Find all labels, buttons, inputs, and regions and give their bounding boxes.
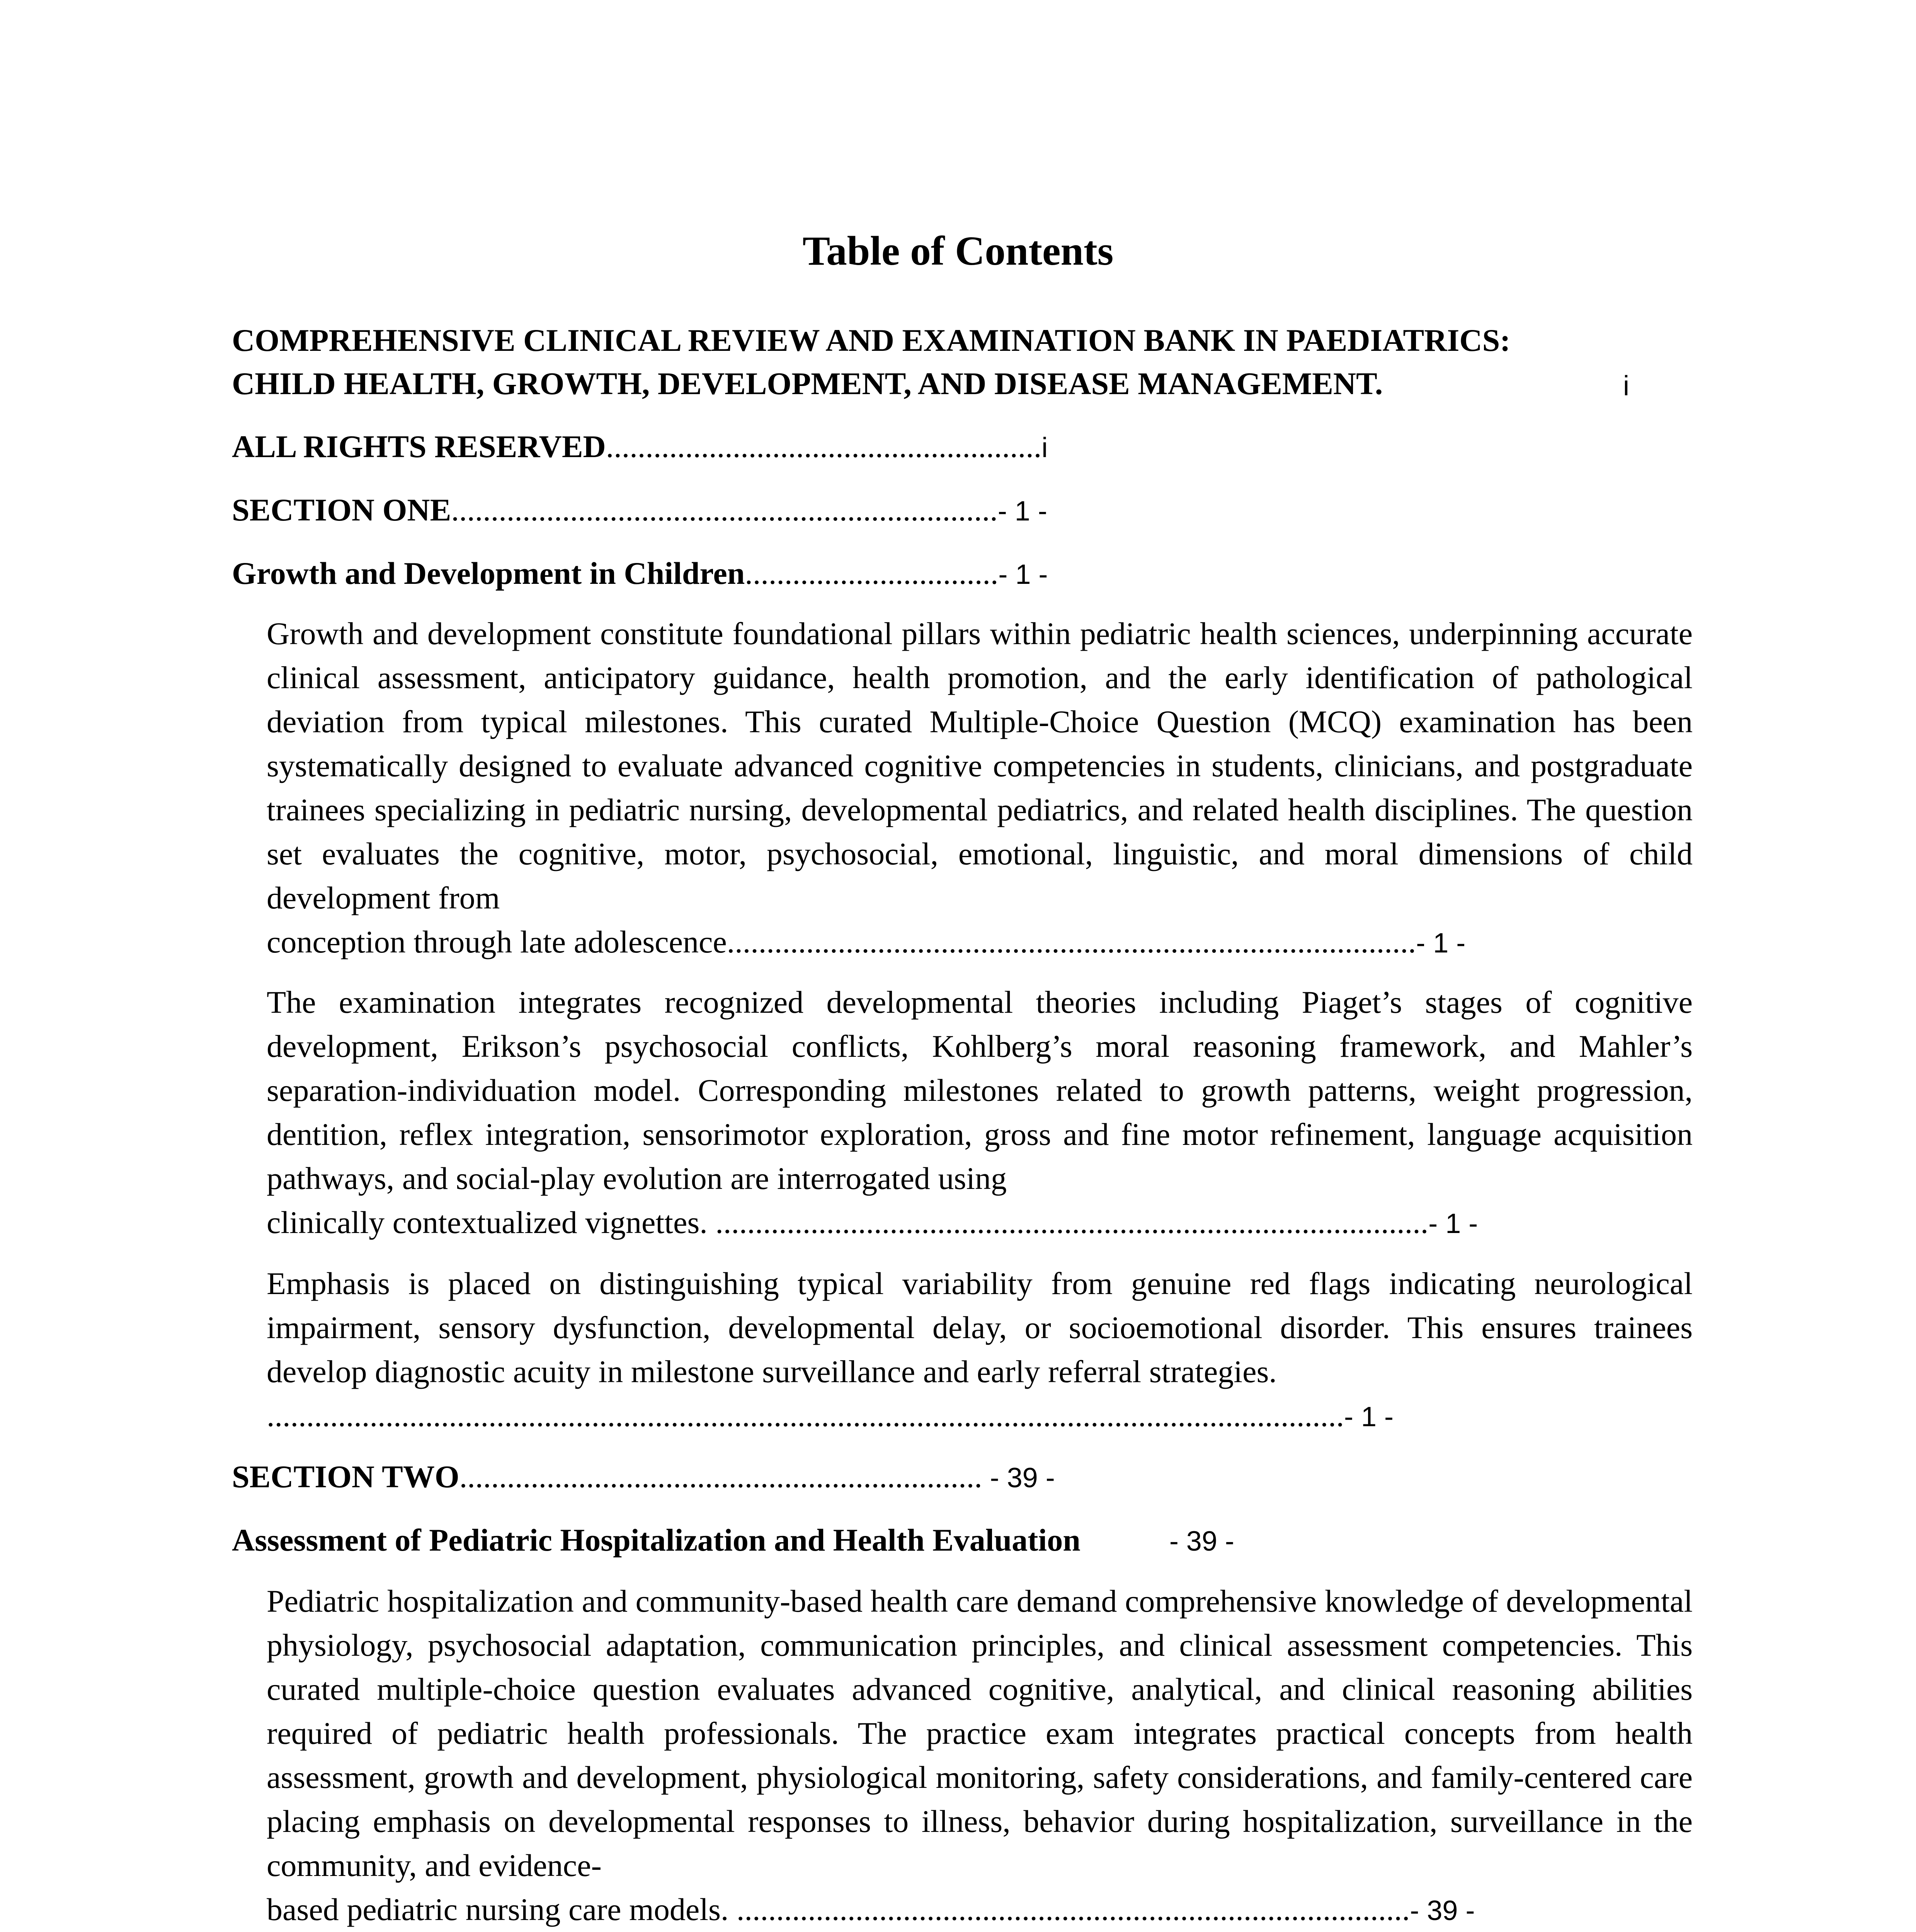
page-number: - 1 - [1344,1401,1394,1432]
toc-subentry-theories[interactable] [267,980,1693,1246]
page-number: - 39 - [982,1463,1055,1493]
page-number: - 39 - [1410,1895,1475,1926]
page-number: - 1 - [1428,1208,1478,1239]
subentry-text: Emphasis is placed on distinguishing typical variability from genuine red flags indicating neurological impairment, sensory dysfunction, developmental delay, or socioemotional disorder. This ensures trainees develop diagnostic acuity in milestone surveillance and early referral strategies. [267,1266,1693,1389]
leader-dots: ..................................................................... [451,492,998,527]
page-number: i [1041,432,1048,463]
toc-entry-label: SECTION ONE [232,492,451,527]
toc-entry-label: Growth and Development in Children [232,556,745,591]
leader-dots: ....................................................................................... [727,924,1416,959]
main-title-line-1: COMPREHENSIVE CLINICAL REVIEW AND EXAMINATION BANK IN PAEDIATRICS: [232,323,1511,358]
subentry-tail [267,920,1693,965]
leader-dots: .................................................................. [459,1459,982,1494]
toc-entry-section-one[interactable] [232,488,1047,533]
toc-entry-label: SECTION TWO [232,1459,459,1494]
subentry-tail [267,1201,1693,1246]
leader-dots: ................................ [745,556,999,591]
toc-entry-section-two[interactable] [232,1455,1055,1500]
toc-subentry-red-flags[interactable] [267,1262,1693,1439]
subentry-last-line: conception through late adolescence [267,924,727,959]
page-number: - 1 - [998,559,1048,590]
page-number: - 1 - [997,496,1047,527]
leader-dots: ..................................................................................... [736,1892,1410,1927]
leader-dots: ........................................................................................................................................ [267,1398,1344,1433]
page-number: i [1623,371,1629,401]
subentry-text: Pediatric hospitalization and community-based health care demand comprehensive knowledge of developmental physiology, psychosocial adaptation, communication principles, and clinical assessment competencies. This curated multiple-choice question evaluates advanced cognitive, analytical, and clinical reasoning abilities required of pediatric health professionals. The practice exam integrates practical concepts from health assessment, growth and development, physiological monitoring, safety considerations, and family-centered care placing emphasis on developmental responses to illness, behavior during hospitalization, surveillance in the community, and evidence- [267,1583,1693,1883]
toc-entry-main-title[interactable] [232,319,1696,405]
subentry-last-line: based pediatric nursing care models. [267,1892,737,1927]
page-number: - 39 - [1169,1526,1234,1557]
subentry-text: The examination integrates recognized developmental theories including Piaget’s stages of cognitive development, Erikson’s psychosocial conflicts, Kohlberg’s moral reasoning framework, and Mahler’s separation-individuation model. Corresponding milestones related to growth patterns, weight progression, dentition, reflex integration, sensorimotor exploration, gross and fine motor refinement, language acquisition pathways, and social-play evolution are interrogated using [267,985,1693,1196]
page-title: Table of Contents [802,228,1114,274]
subentry-tail [267,1888,1693,1932]
leader-dots: .......................................................................................... [715,1205,1429,1240]
toc-subentry-hospitalization[interactable] [267,1579,1693,1932]
main-title-line-2: CHILD HEALTH, GROWTH, DEVELOPMENT, AND DISEASE MANAGEMENT. [232,366,1383,401]
toc-subentry-growth-intro[interactable] [267,612,1693,965]
toc-entry-label: ALL RIGHTS RESERVED [232,429,606,464]
subentry-text: Growth and development constitute foundational pillars within pediatric health sciences, underpinning accurate clinical assessment, anticipatory guidance, health promotion, and the early identification of pathological deviation from typical milestones. This curated Multiple-Choice Question (MCQ) examination has been systematically designed to evaluate advanced cognitive competencies in students, clinicians, and postgraduate trainees specializing in pediatric nursing, developmental pediatrics, and related health disciplines. The question set evaluates the cognitive, motor, psychosocial, emotional, linguistic, and moral dimensions of child development from [267,616,1693,915]
subentry-last-line: clinically contextualized vignettes. [267,1205,716,1240]
leader-dots: ....................................................... [606,429,1042,464]
toc-entry-assessment[interactable] [232,1519,1234,1563]
toc-entry-all-rights-reserved[interactable] [232,425,1048,469]
page-number: - 1 - [1416,928,1466,959]
toc-entry-growth-development[interactable] [232,552,1048,596]
toc-entry-label: Assessment of Pediatric Hospitalization and Health Evaluation [232,1522,1081,1558]
subentry-tail [267,1394,1693,1439]
